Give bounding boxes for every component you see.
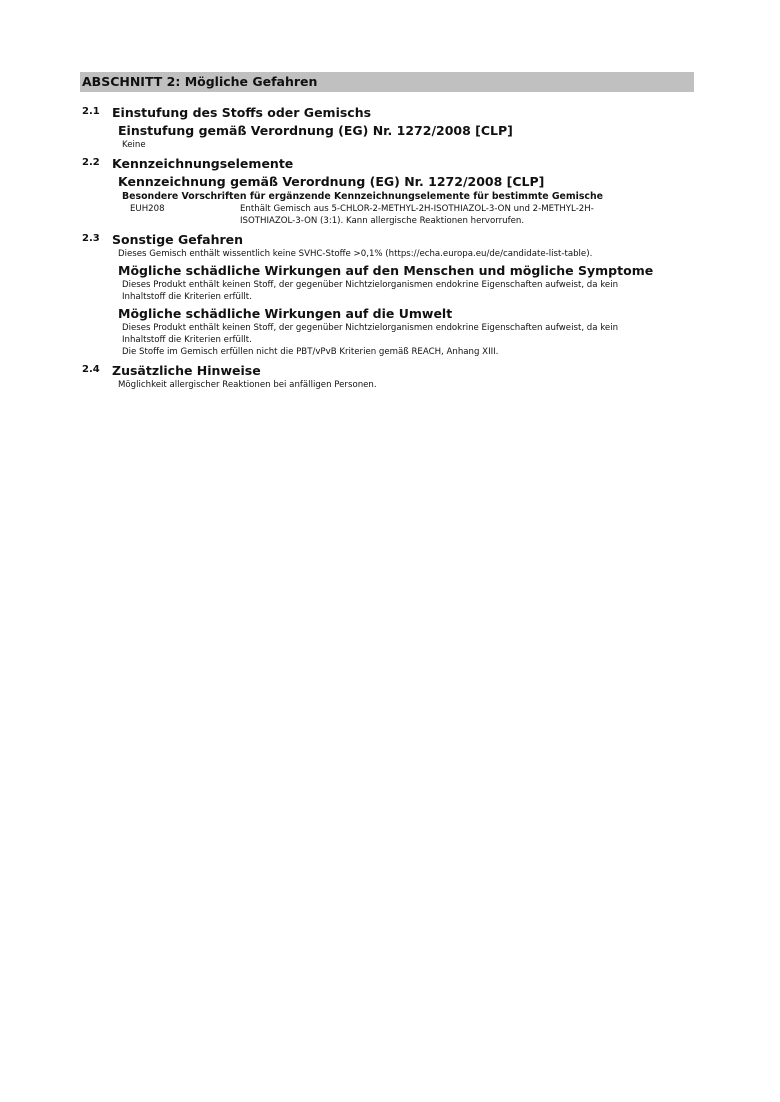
text-line: Inhaltstoff die Kriterien erfüllt. <box>122 292 252 302</box>
labelling-block <box>118 173 694 227</box>
hazard-code-text <box>240 203 694 227</box>
human-effects-block <box>118 262 694 358</box>
special-provisions-title: Besondere Vorschriften für ergänzende Kennzeichnungselemente für bestimmte Gemische <box>122 191 604 202</box>
subsection-title: Einstufung des Stoffs oder Gemischs <box>112 105 372 120</box>
classification-block <box>118 122 694 151</box>
human-effects-title: Mögliche schädliche Wirkungen auf den Menschen und mögliche Symptome <box>118 263 654 278</box>
subsection-number: 2.3 <box>82 233 100 244</box>
environment-effects-title: Mögliche schädliche Wirkungen auf die Umwelt <box>118 306 453 321</box>
text-line: Inhaltstoff die Kriterien erfüllt. <box>122 335 252 345</box>
additional-info-text: Möglichkeit allergischer Reaktionen bei anfälligen Personen. <box>118 380 377 390</box>
labelling-title: Kennzeichnung gemäß Verordnung (EG) Nr. 1272/2008 [CLP] <box>118 174 545 189</box>
text-line: Die Stoffe im Gemisch erfüllen nicht die PBT/vPvB Kriterien gemäß REACH, Anhang XIII. <box>122 347 499 357</box>
text-line: Dieses Produkt enthält keinen Stoff, der gegenüber Nichtzielorganismen endokrine Eigenschaften aufweist, da kein <box>122 323 619 333</box>
section-header: ABSCHNITT 2: Mögliche Gefahren <box>80 72 694 92</box>
environment-effects-text <box>122 322 694 358</box>
subsection-2-2 <box>80 155 694 227</box>
subsection-2-4 <box>80 362 694 391</box>
subsection-title: Sonstige Gefahren <box>112 232 244 247</box>
subsection-title: Kennzeichnungselemente <box>112 156 294 171</box>
hazard-code-text-line: Enthält Gemisch aus 5-CHLOR-2-METHYL-2H-ISOTHIAZOL-3-ON und 2-METHYL-2H- <box>240 204 594 214</box>
subsection-number: 2.1 <box>82 106 100 117</box>
classification-value: Keine <box>122 140 146 150</box>
subsection-title: Zusätzliche Hinweise <box>112 363 261 378</box>
document-page <box>80 72 694 391</box>
subsection-number: 2.4 <box>82 364 100 375</box>
human-effects-text <box>122 279 694 303</box>
subsection-2-1 <box>80 104 694 151</box>
svhc-statement: Dieses Gemisch enthält wissentlich keine SVHC-Stoffe >0,1% (https://echa.europa.eu/de/candidate-list-table). <box>118 249 593 259</box>
hazard-code-text-line: ISOTHIAZOL-3-ON (3:1). Kann allergische Reaktionen hervorrufen. <box>240 216 525 226</box>
text-line: Dieses Produkt enthält keinen Stoff, der gegenüber Nichtzielorganismen endokrine Eigenschaften aufweist, da kein <box>122 280 619 290</box>
subsection-2-3 <box>80 231 694 358</box>
hazard-code: EUH208 <box>130 204 165 214</box>
classification-title: Einstufung gemäß Verordnung (EG) Nr. 1272/2008 [CLP] <box>118 123 513 138</box>
hazard-code-row <box>130 203 694 227</box>
subsection-number: 2.2 <box>82 157 100 168</box>
